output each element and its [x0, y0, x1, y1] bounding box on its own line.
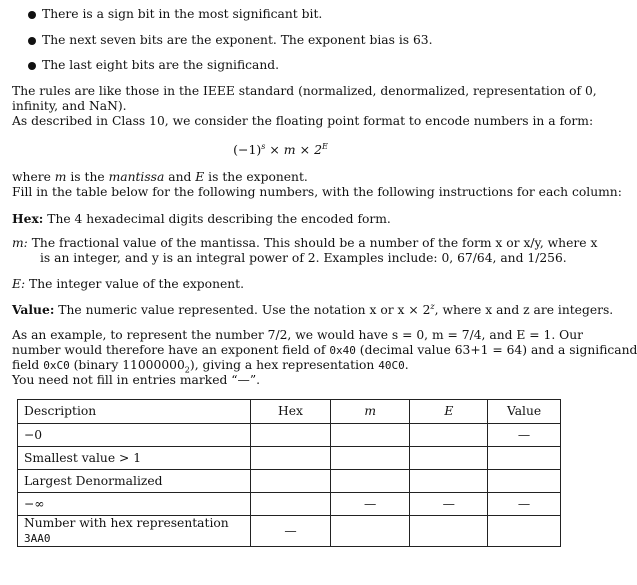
example-line-3: field 0xC0 (binary $11000000_2$), giving a hex representation 40C0. — [12, 358, 409, 375]
example-line-1: As an example, to represent the number 7/2, we would have s = 0, m = 7/4, and E = 1. Our — [12, 328, 584, 342]
bullet-dot — [28, 11, 36, 19]
row-desc: −∞ — [18, 493, 251, 516]
cell-value[interactable] — [488, 470, 561, 493]
rules-line-1: The rules are like those in the IEEE standard (normalized, denormalized, representation of 0, — [12, 84, 597, 98]
header-e: E — [410, 400, 488, 424]
cell-value: — — [488, 424, 561, 447]
header-description: Description — [18, 400, 251, 424]
cell-hex[interactable] — [251, 493, 331, 516]
fill-instructions: Fill in the table below for the following numbers, with the following instructions for each column: — [12, 185, 622, 199]
row-desc: Smallest value > 1 — [18, 447, 251, 470]
cell-hex: — — [251, 516, 331, 547]
cell-value[interactable] — [488, 447, 561, 470]
bullet-dot — [28, 62, 36, 70]
cell-e[interactable] — [410, 447, 488, 470]
no-fill-note: You need not fill in entries marked “—”. — [12, 373, 261, 387]
cell-m[interactable] — [330, 447, 410, 470]
table-header-row — [18, 400, 561, 424]
float-formula: $(-1)^s \times m \times 2^E$ — [233, 142, 328, 158]
cell-e[interactable] — [410, 424, 488, 447]
bullet-sign-bit: There is a sign bit in the most significant bit. — [42, 7, 323, 21]
m-definition-line-1: m: The fractional value of the mantissa. This should be a number of the form x or x/y, where x — [12, 236, 598, 250]
value-definition: Value: The numeric value represented. Use the notation x or $x \times 2^z$, where x and z are integers. — [12, 302, 614, 318]
cell-e[interactable] — [410, 470, 488, 493]
cell-m[interactable] — [330, 424, 410, 447]
float-table — [17, 399, 561, 547]
cell-m[interactable] — [330, 470, 410, 493]
cell-e[interactable] — [410, 516, 488, 547]
table-row — [18, 493, 561, 516]
cell-m: — — [330, 493, 410, 516]
where-line: where m is the mantissa and E is the exponent. — [12, 170, 308, 184]
cell-hex[interactable] — [251, 424, 331, 447]
cell-e: — — [410, 493, 488, 516]
cell-value: — — [488, 493, 561, 516]
bullet-significand: The last eight bits are the significand. — [42, 58, 280, 72]
table-row — [18, 470, 561, 493]
row-desc: Largest Denormalized — [18, 470, 251, 493]
header-m: m — [330, 400, 410, 424]
cell-hex[interactable] — [251, 447, 331, 470]
m-definition-line-2: is an integer, and y is an integral power of 2. Examples include: 0, 67/64, and 1/256. — [40, 251, 567, 265]
example-line-2: number would therefore have an exponent field of 0x40 (decimal value 63+1 = 64) and a significand — [12, 343, 637, 357]
header-value: Value — [488, 400, 561, 424]
cell-hex[interactable] — [251, 470, 331, 493]
table-row — [18, 424, 561, 447]
class-paragraph: As described in Class 10, we consider the floating point format to encode numbers in a form: — [12, 114, 594, 128]
cell-m[interactable] — [330, 516, 410, 547]
rules-line-2: infinity, and NaN). — [12, 99, 127, 113]
hex-definition: Hex: The 4 hexadecimal digits describing the encoded form. — [12, 211, 391, 226]
table-row — [18, 516, 561, 547]
e-definition: E: The integer value of the exponent. — [12, 277, 245, 291]
header-hex: Hex — [251, 400, 331, 424]
cell-value[interactable] — [488, 516, 561, 547]
bullet-dot — [28, 37, 36, 45]
bullet-exponent: The next seven bits are the exponent. The exponent bias is 63. — [42, 33, 433, 47]
row-desc: Number with hex representation 3AA0 — [18, 516, 251, 547]
row-desc: −0 — [18, 424, 251, 447]
table-row — [18, 447, 561, 470]
